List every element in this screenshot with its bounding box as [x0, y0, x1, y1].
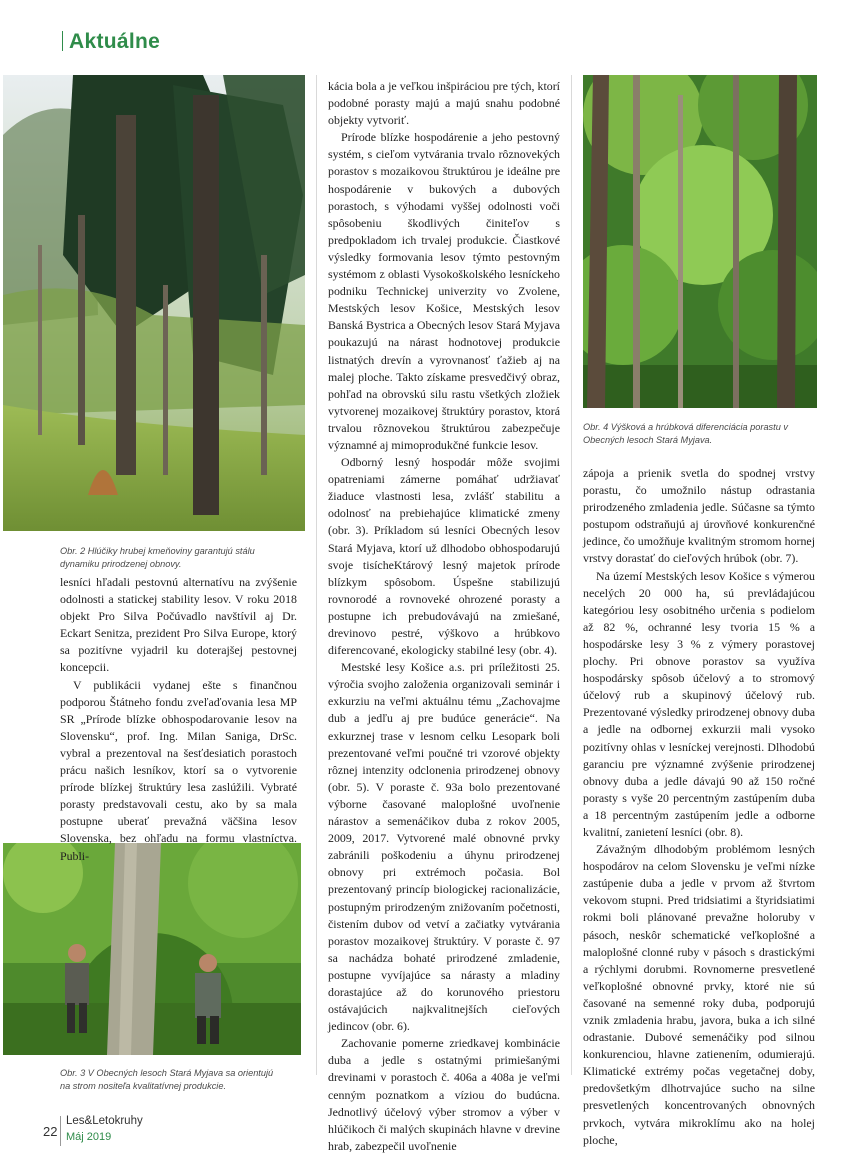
- column-divider-1: [316, 75, 317, 1075]
- figure-4-photo: [583, 75, 817, 408]
- figure-3-photo: [3, 843, 301, 1055]
- page-number: 22: [43, 1124, 58, 1139]
- figure-2-photo: [3, 75, 305, 531]
- magazine-name: Les&Letokruhy: [66, 1115, 143, 1127]
- footer-divider: [60, 1116, 61, 1146]
- column-divider-2: [571, 75, 572, 1075]
- figure-3-caption: Obr. 3 V Obecných lesoch Stará Myjava sa orientujú na strom nositeľa kvalitatívnej produkcie.: [60, 1068, 274, 1091]
- paragraph: Závažným dlhodobým problémom lesných hospodárov na celom Slovensku je veľmi nízke zastúpenie duba a jedle v prvom až štvrtom vekovom stupni. Pred tridsiatimi a štyridsiatimi rokmi boli plánované prevažne holoruby v pásoch, neskôr schematické veľkoplošné a maloplošné clonné ruby v pásoch s drastickými a rýchlymi dorubmi. Rovnomerne presvetlené veľkoplošné obnovné prvky, ktoré nie sú časované na semenné roky duba, podporujú vznik zmladenia hrabu, javora, buka a ich silné odrastanie. Dubové semenáčiky pod silnou konkurenciou, hlavne zatienením, odumierajú. Klimatické extrémy počas vegetačnej doby, predovšetkým dlhotrvajúce sucho na silne presvetlených koncentrovaných obnovných prvkoch, vytvára mikroklímu ako na holej ploche,: [583, 842, 815, 1147]
- section-title: [62, 30, 160, 54]
- section-title-text: Aktuálne: [69, 30, 161, 53]
- paragraph: Prírode blízke hospodárenie a jeho pestovný systém, s cieľom vytvárania trvalo rôznovekých porastov s mozaikovou štruktúrou je ideálne pre hospodárenie v bukových a dubových porastoch, s výhodami vyššej odolnosti voči spôsobeniu škodlivých činiteľov s predpokladom ich trvalej produkcie. Čiastkové výsledky formovania lesov týmto pestovným systémom z oblasti Vysokoškolského lesníckeho podniku Technickej univerzity vo Zvolene, Mestských lesov Košice, Mestských lesov Banská Bystrica a Obecných lesov Stará Myjava poukazujú na nárast hodnotovej produkcie listnatých drevín a vyrovnanosť ťažieb aj na malej ploche. Takto získame presvedčivý obraz, pohľad na obrovskú silu rastu všetkých zložiek vytvorenej mozaikovej štruktúry porastov, ktorá trvalou rôznovekou štruktúrou zabezpečuje významné aj mimoprodukčné funkcie lesov.: [328, 130, 560, 452]
- figure-2-caption: Obr. 2 Hlúčiky hrubej kmeňoviny garantujú stálu dynamiku prirodzenej obnovy.: [60, 546, 255, 569]
- paragraph: Mestské lesy Košice a.s. pri príležitosti 25. výročia svojho založenia organizovali seminár i exkurziu na veľmi aktuálnu tému „Zachovajme dub a jedľu aj pre budúce generácie“. Na exkurznej trase v lesnom celku Lesopark boli prezentované veľmi poučné tri vzorové objekty rôznej intenzity odclonenia prirodzenej obnovy (obr. 5). V poraste č. 93a bolo prezentované výborne časované maloplošné uvoľnenie nárastov a semenáčikov duba z rokov 2005, 2009, 2017. Vytvorené malé obnovné prvky zabránili poškodeniu a úhynu prirodzenej obnovy pri extrémoch počasia. Bol prezentovaný princíp biologickej racionalizácie, postupným prirodzeným znižovaním početnosti, čistením dubov od vetví a začiatky vytvárania porastov mozaikovej štruktúry. V poraste č. 97 sa nachádza bohaté prirodzené zmladenie, postupne vyvíjajúce sa nárasty a mladiny dorastajúce až do korunového priestoru ostávajúcich najkvalitnejších cieľových jedincov (obr. 6).: [328, 660, 560, 1034]
- paragraph: Odborný lesný hospodár môže svojimi opatreniami zámerne pomáhať udržiavať žiaduce vlastnosti lesa, zvlášť stabilitu a odolnosť na prebiehajúce klimatické zmeny (obr. 3). Príkladom sú lesníci Obecných lesov Stará Myjava, ktorí už dlhodobo obhospodarujú svoje tisícheKtárový lesný majetok prírode blízkym spôsobom. Úspešne stabilizujú rovnorodé a rovnoveké ohrozené porasty a postupne ich prebudovávajú na zmiešané, drevinovo pestré, výškovo a hrúbkovo diferencované, ekologicky stabilné lesy (obr. 4).: [328, 455, 560, 658]
- paragraph: Zachovanie pomerne zriedkavej kombinácie duba a jedle s ostatnými primiešanými drevinami v porastoch č. 406a a 408a je veľmi cenným poznatkom a víziou do budúcna. Jednotlivý účelový výber stromov a výber v hlúčikoch či malých skupinách hlavne v drevine hrab, zabezpečil uvoľnenie: [328, 1036, 560, 1153]
- issue-date: Máj 2019: [66, 1131, 112, 1143]
- paragraph: zápoja a prienik svetla do spodnej vrstvy porastu, čo umožnilo nástup odrastania prirodzeného zmladenia jedle. Súčasne sa týmto postupom odstraňujú aj úrovňové konkurenčné jedince, čo umožňuje kvalitným stromom hornej vrstvy dorastať do cieľových hrúbok (obr. 7).: [583, 466, 815, 566]
- title-bar: [62, 31, 63, 51]
- article-column-1: [60, 574, 297, 865]
- paragraph: V publikácii vydanej ešte s finančnou podporou Štátneho fondu zveľaďovania lesa MP SR „Prírode blízke obhospodarovanie lesov na Slovensku“, prof. Ing. Milan Saniga, DrSc. vybral a prezentoval na šesťdesiatich porastoch prácu našich lesníkov, ktorí sa o vytvorenie prírode blízkej štruktúry lesa zaslúžili. Vybraté porasty predstavovali cestu, ako by sa mala postupne uberať prevažná väčšina lesov Slovenska, bez ohľadu na formu vlastníctva. Publi-: [60, 677, 297, 863]
- paragraph: Na území Mestských lesov Košice s výmerou necelých 20 000 ha, sú prevládajúcou kategóriou lesy osobitného určenia s podielom až 82 %, ochranné lesy tvoria 15 % a hospodárske lesy 3 % z výmery porastovej plochy. Pri obnove porastov sa využíva hospodársky spôsob účelový a to stromový účelový rub a skupinový účelový rub. Prezentované výsledky prirodzenej obnovy duba a jedle na odbornej exkurzii mali vysoko pozitívny ohlas v lesníckej verejnosti. Dlhodobú garanciu pre významné zvýšenie prirodzenej obnovy duba a jedle dávajú 90 až 150 ročné porasty s vyše 20 percentným zastúpením duba a 18 percentným zastúpením jedle a odborne kvalitní, zanietení lesníci (obr. 8).: [583, 568, 815, 839]
- article-column-3: [583, 465, 815, 1149]
- paragraph: lesníci hľadali pestovnú alternatívu na zvýšenie odolnosti a statickej stability lesov. V roku 2018 objekt Pro Silva Počúvadlo navštívil aj Dr. Eckart Senitza, prezident Pro Silva Europe, ktorý sa pozitívne vyjadril ku doterajšej pestovnej koncepcii.: [60, 575, 297, 675]
- figure-4-caption: Obr. 4 Výšková a hrúbková diferenciácia porastu v Obecných lesoch Stará Myjava.: [583, 422, 788, 445]
- paragraph: kácia bola a je veľkou inšpiráciou pre tých, ktorí podobné porasty majú a majú snahu podobné objekty vytvoriť.: [328, 79, 560, 128]
- article-column-2: [328, 78, 560, 1155]
